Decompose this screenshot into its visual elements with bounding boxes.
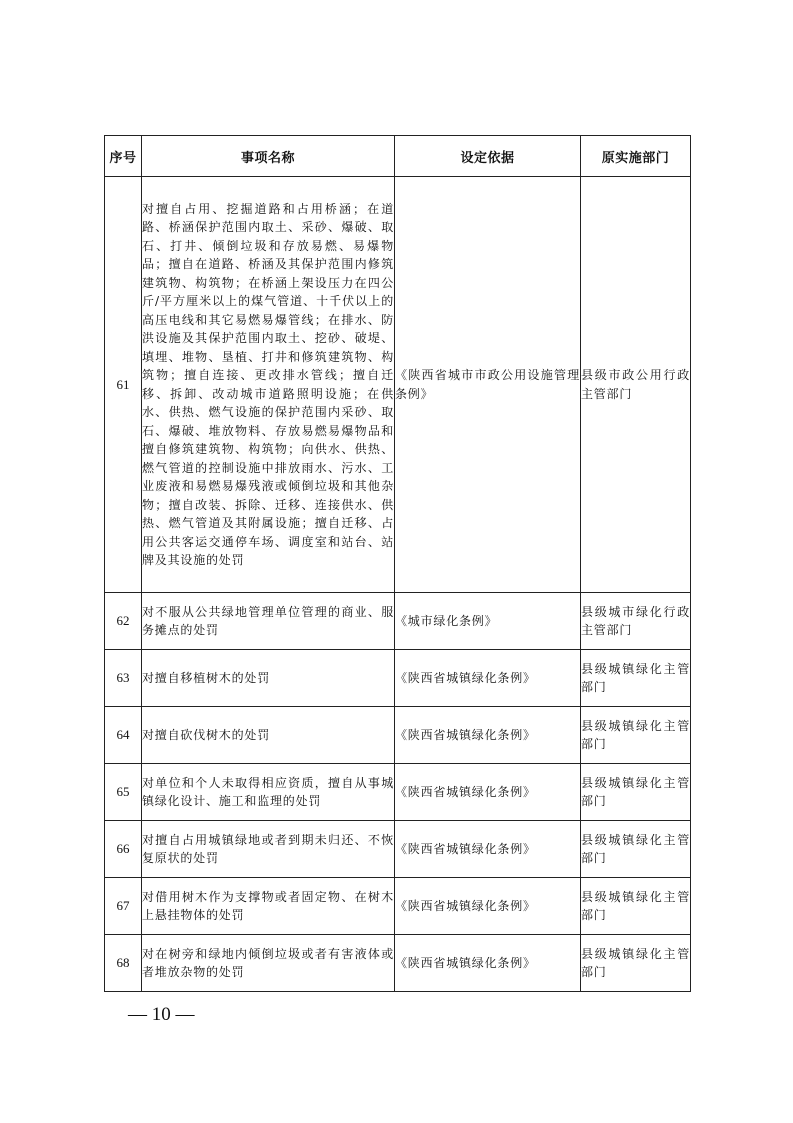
row-serial-number: 64 [105,707,142,764]
table-row [105,593,691,650]
enforcement-items-table [104,135,691,992]
row-legal-basis: 《陕西省城市市政公用设施管理条例》 [395,177,581,593]
table-header-row [105,136,691,177]
row-original-department: 县级城镇绿化主管部门 [581,707,691,764]
row-original-department: 县级城镇绿化主管部门 [581,821,691,878]
row-legal-basis: 《城市绿化条例》 [395,593,581,650]
row-serial-number: 66 [105,821,142,878]
row-item-name: 对单位和个人未取得相应资质，擅自从事城镇绿化设计、施工和监理的处罚 [142,764,395,821]
table-row [105,878,691,935]
row-item-name: 对擅自移植树木的处罚 [142,650,395,707]
row-legal-basis: 《陕西省城镇绿化条例》 [395,650,581,707]
row-legal-basis: 《陕西省城镇绿化条例》 [395,764,581,821]
row-original-department: 县级城镇绿化主管部门 [581,878,691,935]
row-item-name: 对不服从公共绿地管理单位管理的商业、服务摊点的处罚 [142,593,395,650]
row-original-department: 县级市政公用行政主管部门 [581,177,691,593]
row-original-department: 县级城镇绿化主管部门 [581,650,691,707]
header-original-department: 原实施部门 [581,136,691,177]
row-legal-basis: 《陕西省城镇绿化条例》 [395,935,581,992]
table-row [105,764,691,821]
header-serial-number: 序号 [105,136,142,177]
table-row [105,821,691,878]
row-serial-number: 63 [105,650,142,707]
table-row [105,707,691,764]
row-item-name: 对擅自占用、挖掘道路和占用桥涵；在道路、桥涵保护范围内取土、采砂、爆破、取石、打井、倾倒垃圾和存放易燃、易爆物品；擅自在道路、桥涵及其保护范围内修筑建筑物、构筑物；在桥涵上架设压力在四公斤/平方厘米以上的煤气管道、十千伏以上的高压电线和其它易燃易爆管线；在排水、防洪设施及其保护范围内取土、挖砂、破堤、填埋、堆物、垦植、打井和修筑建筑物、构筑物；擅自连接、更改排水管线；擅自迁移、拆卸、改动城市道路照明设施；在供水、供热、燃气设施的保护范围内采砂、取石、爆破、堆放物料、存放易燃易爆物品和擅自修筑建筑物、构筑物；向供水、供热、燃气管道的控制设施中排放雨水、污水、工业废液和易燃易爆残液或倾倒垃圾和其他杂物；擅自改装、拆除、迁移、连接供水、供热、燃气管道及其附属设施；擅自迁移、占用公共客运交通停车场、调度室和站台、站牌及其设施的处罚 [142,177,395,593]
table-row [105,177,691,593]
header-item-name: 事项名称 [142,136,395,177]
row-original-department: 县级城市绿化行政主管部门 [581,593,691,650]
row-serial-number: 65 [105,764,142,821]
row-original-department: 县级城镇绿化主管部门 [581,935,691,992]
row-item-name: 对擅自占用城镇绿地或者到期未归还、不恢复原状的处罚 [142,821,395,878]
table-row [105,650,691,707]
row-item-name: 对在树旁和绿地内倾倒垃圾或者有害液体或者堆放杂物的处罚 [142,935,395,992]
row-serial-number: 67 [105,878,142,935]
header-legal-basis: 设定依据 [395,136,581,177]
table-row [105,935,691,992]
row-legal-basis: 《陕西省城镇绿化条例》 [395,707,581,764]
row-item-name: 对擅自砍伐树木的处罚 [142,707,395,764]
row-item-name: 对借用树木作为支撑物或者固定物、在树木上悬挂物体的处罚 [142,878,395,935]
row-serial-number: 62 [105,593,142,650]
row-original-department: 县级城镇绿化主管部门 [581,764,691,821]
row-serial-number: 68 [105,935,142,992]
row-legal-basis: 《陕西省城镇绿化条例》 [395,878,581,935]
page-number: — 10 — [128,1004,195,1025]
row-legal-basis: 《陕西省城镇绿化条例》 [395,821,581,878]
row-serial-number: 61 [105,177,142,593]
